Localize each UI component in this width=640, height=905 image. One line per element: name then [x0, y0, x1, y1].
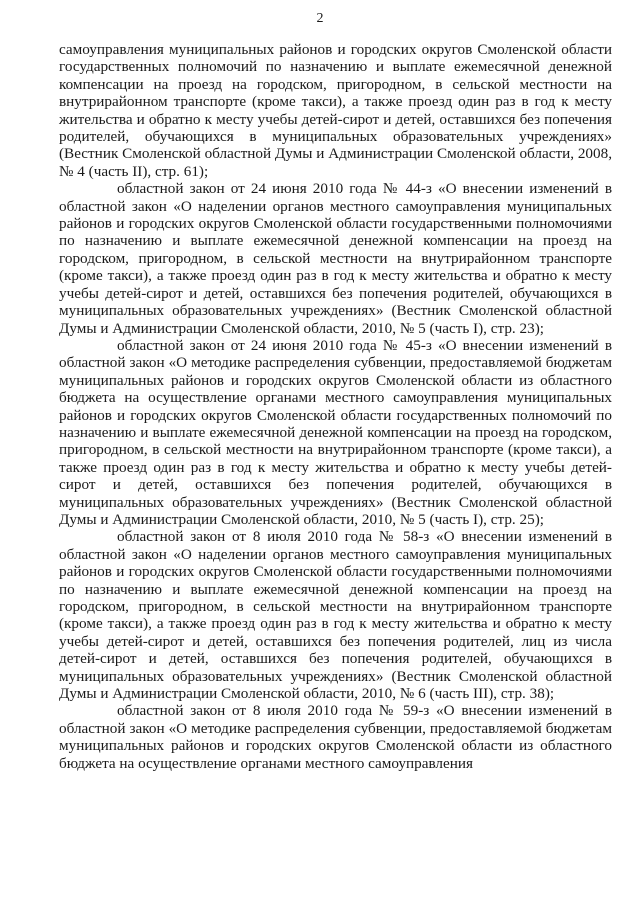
paragraph-law-58: областной закон от 8 июля 2010 года № 58-з «О внесении изменений в областной закон «О наделении органов местного самоуправления муниципальных районов и городских округов Смоленской области государственными полномочиями по назначению и выплате ежемесячной денежной компенсации на проезд на городском, пригородном, в сельской местности на внутрирайонном транспорте (кроме такси), а также проезд один раз в год к месту жительства и обратно к месту учебы детей-сирот и детей, оставшихся без попечения родителей, лиц из числа детей-сирот и детей, оставшихся без попечения родителей, обучающихся в муниципальных образовательных учреждениях» (Вестник Смоленской областной Думы и Администрации Смоленской области, 2010, № 6 (часть III), стр. 38); — [59, 528, 612, 703]
paragraph-continuation: самоуправления муниципальных районов и городских округов Смоленской области государственных полномочий по назначению и выплате ежемесячной денежной компенсации на проезд на городском, пригородном, в сельской местности на внутрирайонном транспорте (кроме такси), а также проезд один раз в год к месту жительства и обратно к месту учебы детей-сирот и детей, оставшихся без попечения родителей, обучающихся в муниципальных образовательных учреждениях» (Вестник Смоленской областной Думы и Администрации Смоленской области, 2008, № 4 (часть II), стр. 61); — [59, 41, 612, 180]
paragraph-law-45: областной закон от 24 июня 2010 года № 45-з «О внесении изменений в областной закон «О методике распределения субвенции, предоставляемой бюджетам муниципальных районов и городских округов Смоленской области из областного бюджета на осуществление органами местного самоуправления муниципальных районов и городских округов Смоленской области государственных полномочий по назначению и выплате ежемесячной денежной компенсации на проезд на городском, пригородном, в сельской местности на внутрирайонном транспорте (кроме такси), а также проезд один раз в год к месту жительства и обратно к месту учебы детей-сирот и детей, оставшихся без попечения родителей, обучающихся в муниципальных образовательных учреждениях» (Вестник Смоленской областной Думы и Администрации Смоленской области, 2010, № 5 (часть I), стр. 25); — [59, 336, 612, 528]
paragraph-law-44: областной закон от 24 июня 2010 года № 44-з «О внесении изменений в областной закон «О наделении органов местного самоуправления муниципальных районов и городских округов Смоленской области государственными полномочиями по назначению и выплате ежемесячной денежной компенсации на проезд на городском, пригородном, в сельской местности на внутрирайонном транспорте (кроме такси), а также проезд один раз в год к месту жительства и обратно к месту учебы детей-сирот и детей, оставшихся без попечения родителей, обучающихся в муниципальных образовательных учреждениях» (Вестник Смоленской областной Думы и Администрации Смоленской области, 2010, № 5 (часть I), стр. 23); — [59, 180, 612, 337]
paragraph-law-59: областной закон от 8 июля 2010 года № 59-з «О внесении изменений в областной закон «О методике распределения субвенции, предоставляемой бюджетам муниципальных районов и городских округов Смоленской области из областного бюджета на осуществление органами местного самоуправления — [59, 702, 612, 772]
page-number: 2 — [316, 11, 324, 26]
document-body — [59, 41, 612, 772]
